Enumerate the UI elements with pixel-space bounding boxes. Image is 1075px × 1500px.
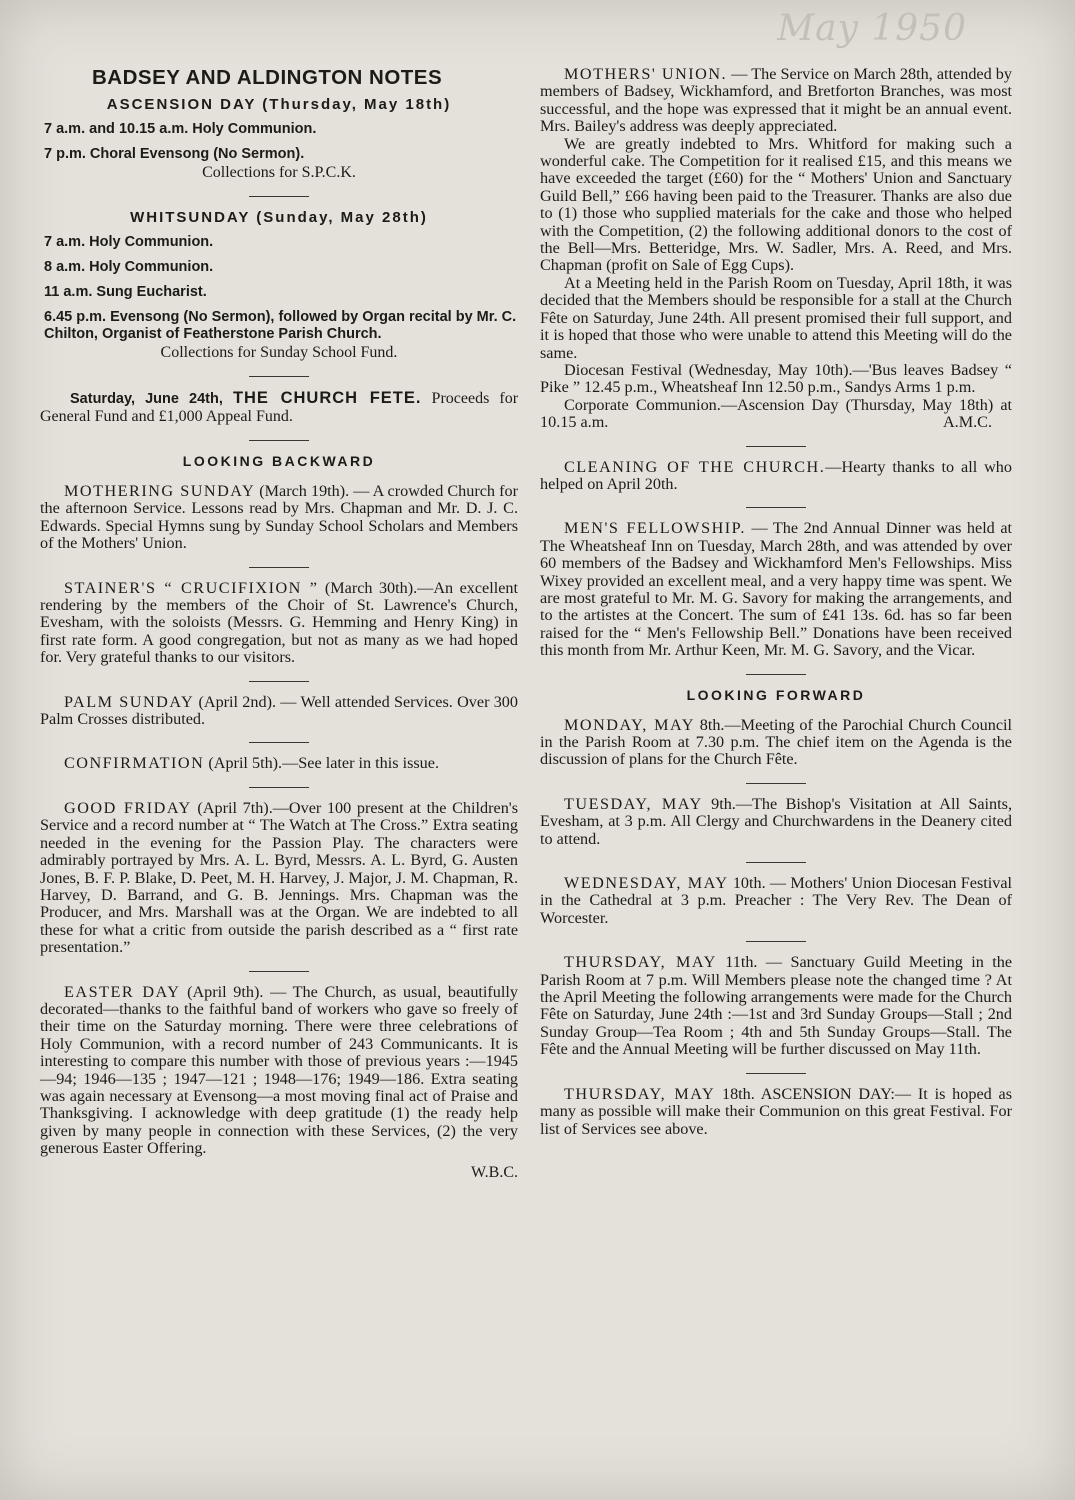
divider: [249, 567, 309, 568]
looking-forward-heading: LOOKING FORWARD: [686, 686, 866, 703]
item-label: THURSDAY, MAY: [564, 953, 717, 972]
divider: [249, 196, 309, 197]
divider: [746, 1073, 806, 1074]
item-label: CONFIRMATION: [64, 754, 205, 773]
backward-item: [40, 984, 518, 1158]
ascension-service-1: 7 a.m. and 10.15 a.m. Holy Communion.: [44, 121, 317, 137]
divider: [746, 674, 806, 675]
fete-text: Proceeds for General Fund and £1,000 Appeal Fund.: [40, 390, 519, 425]
mothers-union-label: MOTHERS' UNION.: [564, 65, 728, 83]
divider: [746, 862, 806, 863]
divider: [249, 440, 309, 441]
cleaning-para: [540, 459, 1012, 494]
looking-backward-heading: LOOKING BACKWARD: [182, 453, 376, 469]
mens-fellowship-para: [540, 520, 1012, 659]
divider: [249, 971, 309, 972]
whitsunday-heading: WHITSUNDAY (Sunday, May 28th): [130, 209, 428, 226]
left-column: [40, 66, 518, 1182]
backward-item: [40, 755, 518, 772]
whitsunday-collection: Collections for Sunday School Fund.: [160, 344, 398, 361]
item-text: 10th. — Mothers' Union Diocesan Festival in the Cathedral at 3 p.m. Preacher : The Very Rev. The Dean of Worcester.: [540, 874, 1013, 927]
backward-item: [40, 483, 518, 553]
item-label: MEN'S FELLOWSHIP.: [564, 519, 746, 538]
fete-name: THE CHURCH FETE.: [232, 389, 422, 407]
mothers-union-para: At a Meeting held in the Parish Room on Tuesday, April 18th, it was decided that the Members should be responsible for a stall at the Church Fête on Saturday, June 24th. All present promised their full support, and it is hoped that those who were unable to attend this Meeting will do the same.: [540, 273, 1012, 362]
divider: [249, 742, 309, 743]
item-label: CLEANING OF THE CHURCH.: [564, 457, 826, 476]
fete-date: Saturday, June 24th,: [70, 391, 223, 407]
item-label: TUESDAY, MAY: [564, 794, 703, 813]
backward-item: [40, 694, 518, 729]
item-text: 8th.—Meeting of the Parochial Church Council in the Parish Room at 7.30 p.m. The chief item on the Agenda is the discussion of plans for the Church Fête.: [540, 715, 1013, 769]
divider: [249, 787, 309, 788]
para-text: — The Service on March 28th, attended by members of Badsey, Wickhamford, and Bretforton Branches, was most successful, and the hope was expressed that it might be an annual event. Mrs. Bailey's address was deeply appreciated.: [540, 65, 1012, 136]
forward-item: [540, 1086, 1012, 1138]
item-text: 9th.—The Bishop's Visitation at All Saints, Evesham, at 3 p.m. All Clergy and Churchwardens in the Deanery cited to attend.: [540, 794, 1012, 848]
item-text: (April 5th).—See later in this issue.: [208, 754, 440, 773]
item-label: STAINER'S “ CRUCIFIXION ”: [64, 578, 319, 597]
forward-item: [540, 796, 1012, 848]
fete-notice: [40, 389, 518, 426]
ascension-service-2: 7 p.m. Choral Evensong (No Sermon).: [44, 146, 305, 162]
para-text: Corporate Communion.—Ascension Day (Thursday, May 18th) at 10.15 a.m.: [540, 395, 1012, 432]
divider: [746, 783, 806, 784]
mothers-union-para: [540, 66, 1012, 136]
divider: [249, 681, 309, 682]
item-label: MOTHERING SUNDAY: [64, 482, 256, 500]
item-label: THURSDAY, MAY: [564, 1084, 716, 1103]
forward-item: [540, 954, 1012, 1058]
item-text: —Hearty thanks to all who helped on April 20th.: [540, 457, 1012, 493]
handwritten-date: May 1950: [777, 8, 967, 49]
backward-item: [40, 580, 518, 667]
item-label: PALM SUNDAY: [64, 692, 195, 711]
mothers-union-para: We are greatly indebted to Mrs. Whitford for making such a wonderful cake. The Competition for it realised £15, and this means we have exceeded the target (£60) for the “ Mothers' Union and Sanctuary Guild Bell,” £66 having been paid to the Treasurer. Thanks are also due to (1) those who supplied materials for the cake and those who helped with the Competition, (2) the following additional donors to the cost of the Bell—Mrs. Betteridge, Mrs. W. Sadler, Mrs. A. Reed, and Mrs. Chapman (profit on Sale of Egg Cups).: [540, 134, 1012, 275]
mothers-union-para: [540, 397, 1012, 432]
signature: A.M.C.: [942, 413, 992, 432]
mothers-union-para: Diocesan Festival (Wednesday, May 10th).—'Bus leaves Badsey “ Pike ” 12.45 p.m., Wheatsheaf Inn 12.50 p.m., Sandys Arms 1 p.m.: [540, 360, 1012, 397]
item-label: WEDNESDAY, MAY: [564, 874, 729, 893]
item-label: MONDAY, MAY: [564, 715, 695, 734]
divider: [746, 446, 806, 447]
backward-item: [40, 800, 518, 957]
item-text: — The 2nd Annual Dinner was held at The Wheatsheaf Inn on Tuesday, March 28th, and was attended by over 60 members of the Badsey and Wickhamford Men's Fellowships. Miss Wixey provided an excellent meal, and a very happy time was spent. We are most grateful to Mr. M. G. Savory for making the arrangements, and to the artistes at the Concert. The sum of £41 13s. 6d. has so far been raised for the “ Men's Fellowship Bell.” Donations have been received this month from Mr. Arthur Keen, Mr. M. G. Savory, and the Vicar.: [540, 519, 1012, 660]
item-text: 18th. ASCENSION DAY:— It is hoped as many as possible will make their Communion on this great Festival. For list of Services see above.: [540, 1084, 1012, 1138]
forward-item: [540, 875, 1012, 927]
whitsunday-service-1: 7 a.m. Holy Communion.: [44, 234, 214, 250]
forward-item: [540, 717, 1012, 769]
divider: [249, 376, 309, 377]
item-text: (April 2nd). — Well attended Services. Over 300 Palm Crosses distributed.: [40, 692, 518, 729]
ascension-heading: ASCENSION DAY (Thursday, May 18th): [106, 96, 452, 113]
whitsunday-service-3: 11 a.m. Sung Eucharist.: [44, 284, 207, 300]
signature: W.B.C.: [471, 1163, 518, 1181]
item-text: (March 19th). — A crowded Church for the afternoon Service. Lessons read by Mrs. Chapman and Mr. D. J. C. Edwards. Special Hymns sung by Sunday School Scholars and Members of the Mothers' Union.: [40, 482, 518, 553]
item-label: GOOD FRIDAY: [64, 798, 192, 817]
divider: [746, 941, 806, 942]
item-text: (April 9th). — The Church, as usual, beautifully decorated—thanks to the faithful band of workers who gave so freely of their time on the Saturday morning. There were three celebrations of Holy Communion, with a record number of 243 Communicants. It is interesting to compare this number with those of previous years :—1945—94; 1946—135 ; 1947—121 ; 1948—176; 1949—186. Extra seating was again necessary at Evensong—a most moving final act of Praise and Thanksgiving. I acknowledge with deep gratitude (1) the ready help given by many people in connection with these Services, (2) the very generous Easter Offering.: [40, 982, 518, 1158]
whitsunday-service-4: 6.45 p.m. Evensong (No Sermon), followed by Organ recital by Mr. C. Chilton, Organist of Featherstone Parish Church.: [44, 309, 517, 342]
item-text: (April 7th).—Over 100 present at the Children's Service and a record number at “ The Watch at The Cross.” Extra seating needed in the evening for the Passion Play. The characters were admirably portrayed by Mrs. A. L. Byrd, Messrs. A. L. Byrd, G. Austen Jones, B. F. P. Blake, D. Peet, M. H. Harvey, J. Major, J. M. Chapman, R. Harvey, D. Barrand, and G. B. Jennings. Mrs. Chapman was the Producer, and Mrs. Marshall was at the Organ. We are indebted to all these for what a critic from outside the parish described as a “ first rate presentation.”: [40, 798, 518, 957]
divider: [746, 507, 806, 508]
page-title: BADSEY AND ALDINGTON NOTES: [92, 66, 443, 89]
item-text: (March 30th).—An excellent rendering by the members of the Choir of St. Lawrence's Church, Evesham, with the soloists (Messrs. G. Hemming and Henry King) in first rate form. A good congregation, but not as many as we had hoped for. Very grateful thanks to our visitors.: [40, 578, 518, 667]
item-text: 11th. — Sanctuary Guild Meeting in the Parish Room at 7 p.m. Will Members please note the changed time ? At the April Meeting the following arrangements were made for the Church Fête on Saturday, June 24th :—1st and 3rd Sunday Groups—Stall ; 2nd Sunday Group—Tea Room ; 4th and 5th Sunday Groups—Stall. The Fête and the Annual Meeting will be further discussed on May 11th.: [540, 953, 1013, 1059]
item-label: EASTER DAY: [64, 982, 181, 1001]
ascension-collection: Collections for S.P.C.K.: [202, 164, 356, 181]
whitsunday-service-2: 8 a.m. Holy Communion.: [44, 259, 214, 275]
right-column: [540, 66, 1012, 1138]
